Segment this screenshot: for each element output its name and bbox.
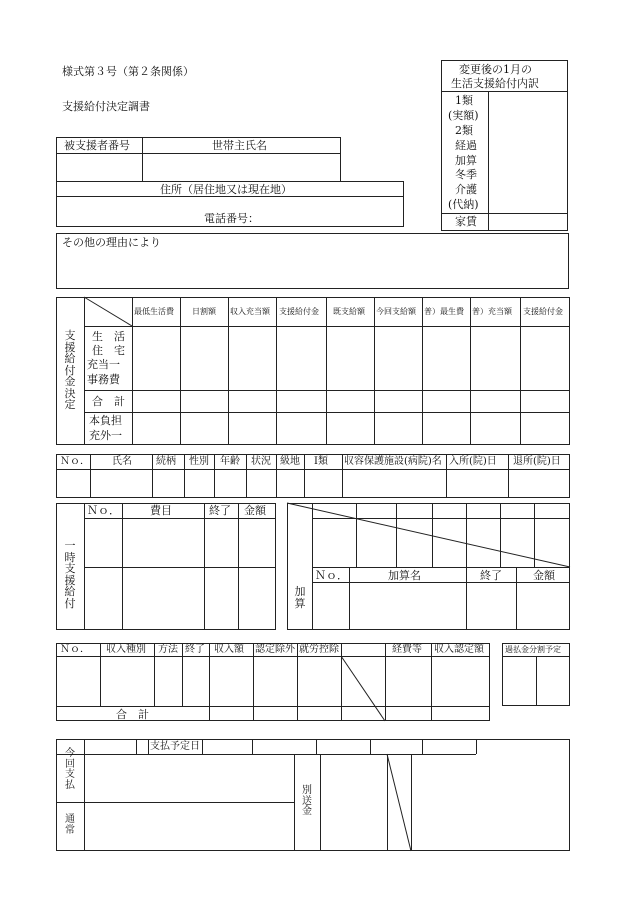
decision-row-label: 充当一 <box>87 358 120 371</box>
income-col-header: 終了 <box>185 644 205 655</box>
income-col-header: 収入種別 <box>106 644 146 655</box>
breakdown-item: 冬季 <box>455 168 477 181</box>
addition-col-header: 終了 <box>480 569 502 582</box>
temporary-col-header: 費目 <box>150 504 172 517</box>
breakdown-item: 加算 <box>455 154 477 167</box>
breakdown-item: (実額) <box>448 109 479 122</box>
members-col-header: 続柄 <box>156 456 176 467</box>
decision-col-header: 既支給額 <box>333 307 365 316</box>
decision-row-label: 住 宅 <box>92 344 125 357</box>
household-head-label: 世帯主氏名 <box>212 139 267 152</box>
breakdown-item: 2類 <box>455 124 473 137</box>
members-col-header: 入所(院)日 <box>449 456 497 467</box>
payment-regular-label: 通常 <box>65 814 75 836</box>
payment-schedule-label: 支払予定日 <box>150 741 200 752</box>
phone-label: 電話番号： <box>204 212 259 225</box>
members-col-header: Ⅰ類 <box>314 456 328 467</box>
decision-col-header: 支援給付金 <box>523 307 563 316</box>
income-col-header: 経費等 <box>392 644 422 655</box>
breakdown-title-1: 変更後の1月の <box>459 63 532 76</box>
income-total-label: 合 計 <box>116 708 149 721</box>
members-col-header: 氏名 <box>112 456 132 467</box>
other-reason-label: その他の理由により <box>62 236 161 249</box>
payment-this-time-label: 今回支払 <box>65 748 75 791</box>
income-col-header: 認定除外 <box>255 644 295 655</box>
decision-row-label: 合 計 <box>92 395 125 408</box>
breakdown-item: (代納) <box>448 198 479 211</box>
members-col-header: Ｎｏ． <box>60 456 90 467</box>
decision-col-header: 普）最生費 <box>424 307 464 316</box>
decision-col-header: 今回支給額 <box>376 307 416 316</box>
breakdown-rent: 家賃 <box>455 215 477 228</box>
addition-col-header: 金額 <box>533 569 555 582</box>
temporary-col-header: Ｎｏ． <box>87 504 120 517</box>
decision-side-label: 支援給付金決定 <box>64 329 76 412</box>
income-col-header: Ｎｏ． <box>60 644 90 655</box>
decision-col-header: 支援給付金 <box>279 307 319 316</box>
form-number: 様式第３号（第２条関係） <box>62 65 194 78</box>
address-label: 住所（居住地又は現在地） <box>160 183 292 196</box>
decision-row-label: 事務費 <box>87 373 120 386</box>
temporary-side-label: 一時支援給付 <box>64 539 76 610</box>
overpay-label: 過払金分割予定 <box>505 645 561 654</box>
members-col-header: 年齢 <box>220 456 240 467</box>
decision-col-header: 日割額 <box>192 307 216 316</box>
members-col-header: 性別 <box>189 456 209 467</box>
addition-side-label: 加算 <box>294 585 306 610</box>
decision-row-label: 本負担 <box>89 414 122 427</box>
temporary-col-header: 終了 <box>209 504 231 517</box>
members-col-header: 級地 <box>280 456 300 467</box>
members-col-header: 退所(院)日 <box>513 456 561 467</box>
addition-col-header: 加算名 <box>388 569 421 582</box>
document-title: 支援給付決定調書 <box>62 100 150 113</box>
income-col-header: 方法 <box>158 644 178 655</box>
breakdown-title-2: 生活支援給付内訳 <box>451 77 539 90</box>
income-col-header: 就労控除 <box>299 644 339 655</box>
addition-col-header: Ｎｏ． <box>315 569 348 582</box>
decision-col-header: 収入充当額 <box>230 307 270 316</box>
breakdown-item: 1類 <box>455 94 473 107</box>
temporary-col-header: 金額 <box>244 504 266 517</box>
decision-row-label: 充外一 <box>89 429 122 442</box>
payment-separate-label: 別送金 <box>302 785 312 817</box>
decision-col-header: 最低生活費 <box>134 307 174 316</box>
income-col-header: 収入額 <box>214 644 244 655</box>
decision-col-header: 普）充当額 <box>472 307 512 316</box>
members-col-header: 収容保護施設(病院)名 <box>344 456 442 467</box>
recipient-id-label: 被支援者番号 <box>64 139 130 152</box>
decision-row-label: 生 活 <box>92 330 125 343</box>
income-col-header: 収入認定額 <box>434 644 484 655</box>
breakdown-item: 経過 <box>455 139 477 152</box>
members-col-header: 状況 <box>251 456 271 467</box>
breakdown-item: 介護 <box>455 183 477 196</box>
